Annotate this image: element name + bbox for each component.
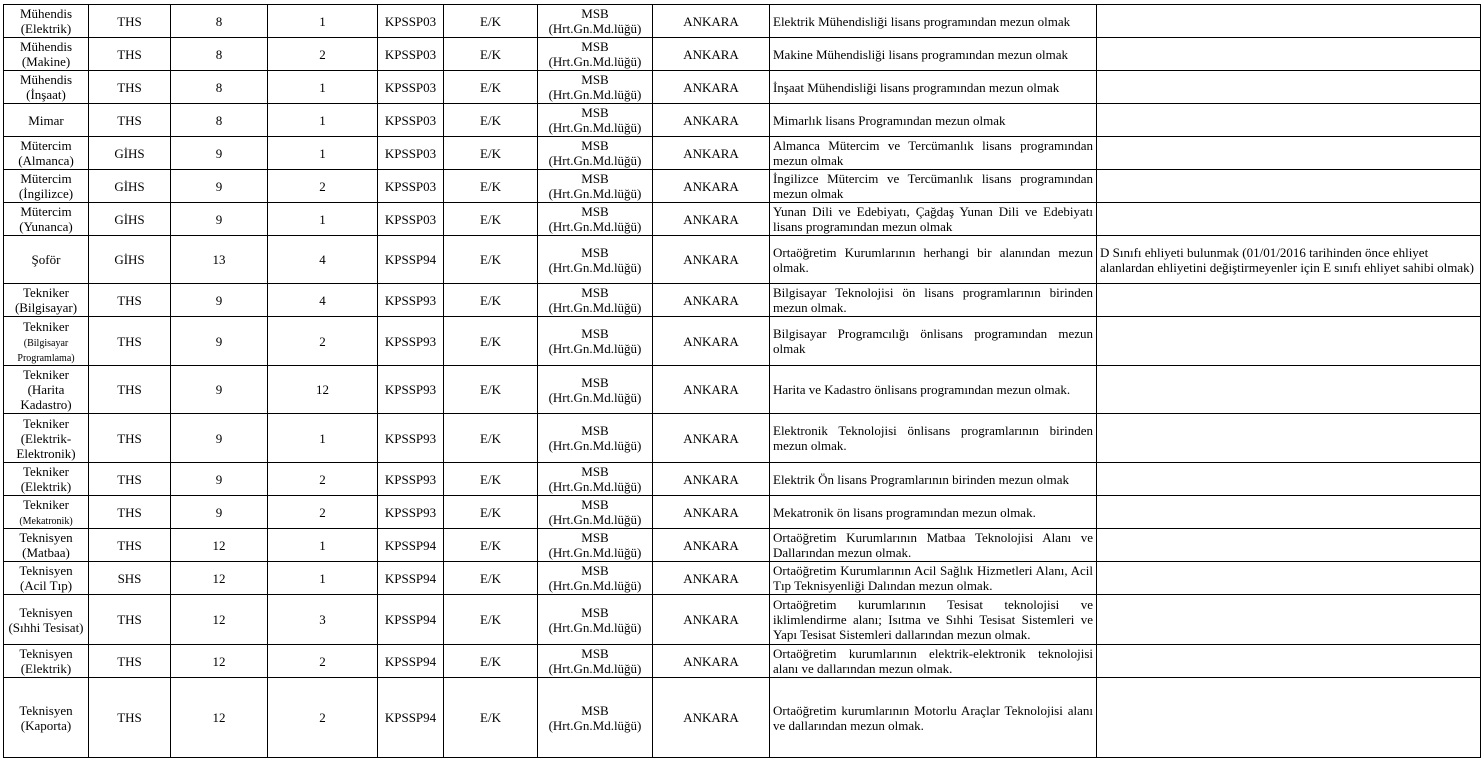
- position-title: Tekniker: [22, 367, 69, 382]
- table-row: [4, 284, 1481, 317]
- organization-cell: [538, 463, 653, 496]
- count-cell: 1: [268, 203, 378, 236]
- position-title: Mühendis: [20, 72, 72, 87]
- note-cell: [1097, 284, 1481, 317]
- service-class-cell: THS: [89, 529, 171, 562]
- organization-sub: (Hrt.Gn.Md.lüğü): [548, 619, 642, 635]
- gender-cell: E/K: [444, 562, 538, 595]
- grade-cell: 9: [171, 366, 268, 414]
- position-title: Mühendis: [20, 39, 72, 54]
- table-row: [4, 529, 1481, 562]
- organization-cell: [538, 203, 653, 236]
- service-class-cell: THS: [89, 317, 171, 366]
- note-cell: [1097, 645, 1481, 678]
- organization-sub: (Hrt.Gn.Md.lüğü): [548, 219, 642, 234]
- service-class-cell: THS: [89, 678, 171, 758]
- note-cell: [1097, 317, 1481, 366]
- requirement-cell: Ortaöğretim kurumlarının Tesisat teknolojisi ve iklimlendirme alanı; Isıtma ve Sıhhi Tesisat Sistemleri ve Yapı Tesisat Sistemleri dallarından mezun olmak.: [770, 595, 1097, 645]
- exam-type-cell: KPSSP93: [378, 463, 444, 496]
- city-cell: ANKARA: [653, 317, 770, 366]
- position-title-cell: [4, 496, 89, 529]
- organization-cell: [538, 71, 653, 104]
- city-cell: ANKARA: [653, 137, 770, 170]
- table-row: [4, 170, 1481, 203]
- organization-cell: [538, 5, 653, 38]
- gender-cell: E/K: [444, 104, 538, 137]
- position-title: Tekniker: [22, 497, 69, 512]
- position-title-cell: [4, 203, 89, 236]
- service-class-cell: GİHS: [89, 137, 171, 170]
- organization-name: MSB: [581, 285, 609, 300]
- city-cell: ANKARA: [653, 414, 770, 463]
- table-row: [4, 236, 1481, 284]
- note-cell: [1097, 595, 1481, 645]
- requirement-cell: Ortaöğretim Kurumlarının Matbaa Teknolojisi Alanı ve Dallarından mezun olmak.: [770, 529, 1097, 562]
- count-cell: 2: [268, 678, 378, 758]
- requirement-cell: Makine Mühendisliği lisans programından mezun olmak: [770, 38, 1097, 71]
- exam-type-cell: KPSSP93: [378, 366, 444, 414]
- city-cell: ANKARA: [653, 236, 770, 284]
- grade-cell: 9: [171, 170, 268, 203]
- requirement-cell: İngilizce Mütercim ve Tercümanlık lisans programından mezun olmak: [770, 170, 1097, 203]
- count-cell: 2: [268, 463, 378, 496]
- organization-name: MSB: [581, 530, 609, 545]
- city-cell: ANKARA: [653, 496, 770, 529]
- table-row: [4, 645, 1481, 678]
- organization-name: MSB: [581, 171, 609, 186]
- position-subtitle: (Elektrik): [20, 661, 72, 676]
- requirement-cell: Bilgisayar Programcılığı önlisans programından mezun olmak: [770, 317, 1097, 366]
- position-title-cell: [4, 529, 89, 562]
- position-title-cell: [4, 366, 89, 414]
- table-row: [4, 71, 1481, 104]
- count-cell: 1: [268, 137, 378, 170]
- organization-name: MSB: [581, 244, 609, 260]
- organization-name: MSB: [581, 39, 609, 54]
- position-title-cell: [4, 595, 89, 645]
- table-row: [4, 595, 1481, 645]
- organization-sub: (Hrt.Gn.Md.lüğü): [548, 21, 642, 36]
- count-cell: 1: [268, 414, 378, 463]
- count-cell: 1: [268, 529, 378, 562]
- city-cell: ANKARA: [653, 562, 770, 595]
- service-class-cell: THS: [89, 366, 171, 414]
- organization-sub: (Hrt.Gn.Md.lüğü): [548, 438, 642, 453]
- note-cell: [1097, 463, 1481, 496]
- table-row: [4, 366, 1481, 414]
- position-title: Teknisyen: [19, 702, 73, 718]
- requirement-cell: Harita ve Kadastro önlisans programından mezun olmak.: [770, 366, 1097, 414]
- service-class-cell: THS: [89, 38, 171, 71]
- position-title: Mütercim: [20, 171, 72, 186]
- organization-sub: (Hrt.Gn.Md.lüğü): [548, 259, 642, 275]
- organization-cell: [538, 529, 653, 562]
- service-class-cell: THS: [89, 5, 171, 38]
- service-class-cell: SHS: [89, 562, 171, 595]
- count-cell: 1: [268, 71, 378, 104]
- requirement-cell: Mimarlık lisans Programından mezun olmak: [770, 104, 1097, 137]
- grade-cell: 9: [171, 496, 268, 529]
- table-row: [4, 463, 1481, 496]
- requirement-cell: Almanca Mütercim ve Tercümanlık lisans programından mezun olmak: [770, 137, 1097, 170]
- position-title-cell: [4, 645, 89, 678]
- service-class-cell: THS: [89, 71, 171, 104]
- gender-cell: E/K: [444, 71, 538, 104]
- grade-cell: 8: [171, 104, 268, 137]
- position-subtitle: (Kaporta): [20, 717, 72, 733]
- table-row: [4, 203, 1481, 236]
- organization-sub: (Hrt.Gn.Md.lüğü): [548, 479, 642, 494]
- requirement-cell: Yunan Dili ve Edebiyatı, Çağdaş Yunan Dili ve Edebiyatı lisans programından mezun olmak: [770, 203, 1097, 236]
- organization-sub: (Hrt.Gn.Md.lüğü): [548, 717, 642, 733]
- position-title-cell: [4, 317, 89, 366]
- position-subtitle: (Acil Tıp): [19, 578, 73, 593]
- grade-cell: 8: [171, 71, 268, 104]
- exam-type-cell: KPSSP94: [378, 645, 444, 678]
- position-title: Tekniker: [22, 285, 69, 300]
- organization-sub: (Hrt.Gn.Md.lüğü): [548, 578, 642, 593]
- organization-sub: (Hrt.Gn.Md.lüğü): [548, 545, 642, 560]
- position-title: Teknisyen: [19, 563, 73, 578]
- position-title: Tekniker: [22, 464, 69, 479]
- table-row: [4, 562, 1481, 595]
- requirement-cell: Ortaöğretim Kurumlarının herhangi bir alanından mezun olmak.: [770, 236, 1097, 284]
- service-class-cell: THS: [89, 463, 171, 496]
- grade-cell: 12: [171, 529, 268, 562]
- exam-type-cell: KPSSP03: [378, 5, 444, 38]
- table-row: [4, 678, 1481, 758]
- position-subtitle: (Sıhhi Tesisat): [8, 619, 84, 635]
- organization-sub: (Hrt.Gn.Md.lüğü): [548, 54, 642, 69]
- gender-cell: E/K: [444, 137, 538, 170]
- organization-name: MSB: [581, 6, 609, 21]
- city-cell: ANKARA: [653, 366, 770, 414]
- organization-name: MSB: [581, 105, 609, 120]
- organization-sub: (Hrt.Gn.Md.lüğü): [548, 341, 642, 356]
- position-title: Mühendis: [20, 6, 72, 21]
- organization-name: MSB: [581, 326, 609, 341]
- position-subtitle: (Elektrik-Elektronik): [16, 430, 76, 461]
- grade-cell: 8: [171, 38, 268, 71]
- count-cell: 1: [268, 562, 378, 595]
- note-cell: D Sınıfı ehliyeti bulunmak (01/01/2016 tarihinden önce ehliyet alanlardan ehliyetini değiştirmeyenler için E sınıfı ehliyet sahibi olmak): [1097, 236, 1481, 284]
- service-class-cell: THS: [89, 104, 171, 137]
- gender-cell: E/K: [444, 678, 538, 758]
- note-cell: [1097, 562, 1481, 595]
- city-cell: ANKARA: [653, 170, 770, 203]
- exam-type-cell: KPSSP03: [378, 137, 444, 170]
- position-title-cell: [4, 170, 89, 203]
- grade-cell: 9: [171, 317, 268, 366]
- gender-cell: E/K: [444, 529, 538, 562]
- gender-cell: E/K: [444, 236, 538, 284]
- organization-cell: [538, 496, 653, 529]
- table-row: [4, 5, 1481, 38]
- organization-name: MSB: [581, 646, 609, 661]
- position-subtitle: (Elektrik): [20, 21, 72, 36]
- position-title-cell: [4, 236, 89, 284]
- position-subtitle: (Mekatronik): [19, 516, 73, 527]
- position-subtitle: (Almanca): [18, 153, 74, 168]
- position-subtitle: (Elektrik): [20, 479, 72, 494]
- exam-type-cell: KPSSP03: [378, 104, 444, 137]
- grade-cell: 12: [171, 645, 268, 678]
- note-cell: [1097, 366, 1481, 414]
- exam-type-cell: KPSSP94: [378, 678, 444, 758]
- requirement-cell: Elektrik Ön lisans Programlarının birinden mezun olmak: [770, 463, 1097, 496]
- exam-type-cell: KPSSP93: [378, 284, 444, 317]
- note-cell: [1097, 414, 1481, 463]
- count-cell: 1: [268, 104, 378, 137]
- requirement-cell: İnşaat Mühendisliği lisans programından mezun olmak: [770, 71, 1097, 104]
- position-title: Mimar: [28, 112, 64, 128]
- position-title: Şoför: [31, 252, 61, 267]
- position-title: Mütercim: [20, 138, 72, 153]
- organization-cell: [538, 170, 653, 203]
- city-cell: ANKARA: [653, 678, 770, 758]
- organization-sub: (Hrt.Gn.Md.lüğü): [548, 186, 642, 201]
- organization-name: MSB: [581, 374, 609, 390]
- city-cell: ANKARA: [653, 595, 770, 645]
- service-class-cell: GİHS: [89, 170, 171, 203]
- service-class-cell: THS: [89, 496, 171, 529]
- requirement-cell: Bilgisayar Teknolojisi ön lisans programlarının birinden mezun olmak.: [770, 284, 1097, 317]
- city-cell: ANKARA: [653, 104, 770, 137]
- position-subtitle: (Bilgisayar Programlama): [17, 337, 75, 364]
- count-cell: 2: [268, 38, 378, 71]
- organization-cell: [538, 366, 653, 414]
- position-title: Tekniker: [22, 415, 69, 431]
- note-cell: [1097, 5, 1481, 38]
- requirement-cell: Elektronik Teknolojisi önlisans programlarının birinden mezun olmak.: [770, 414, 1097, 463]
- organization-name: MSB: [581, 497, 609, 512]
- city-cell: ANKARA: [653, 645, 770, 678]
- count-cell: 3: [268, 595, 378, 645]
- grade-cell: 13: [171, 236, 268, 284]
- note-cell: [1097, 678, 1481, 758]
- note-cell: [1097, 170, 1481, 203]
- position-subtitle: (Bilgisayar): [14, 300, 78, 315]
- gender-cell: E/K: [444, 284, 538, 317]
- exam-type-cell: KPSSP94: [378, 236, 444, 284]
- count-cell: 2: [268, 645, 378, 678]
- city-cell: ANKARA: [653, 71, 770, 104]
- organization-cell: [538, 562, 653, 595]
- exam-type-cell: KPSSP03: [378, 203, 444, 236]
- position-subtitle: (Makine): [21, 54, 71, 69]
- position-subtitle: (İnşaat): [26, 87, 66, 102]
- note-cell: [1097, 38, 1481, 71]
- organization-cell: [538, 317, 653, 366]
- position-subtitle: (Yunanca): [19, 219, 73, 234]
- position-title-cell: [4, 284, 89, 317]
- service-class-cell: THS: [89, 414, 171, 463]
- gender-cell: E/K: [444, 496, 538, 529]
- organization-cell: [538, 104, 653, 137]
- organization-sub: (Hrt.Gn.Md.lüğü): [548, 87, 642, 102]
- requirement-cell: Ortaöğretim Kurumlarının Acil Sağlık Hizmetleri Alanı, Acil Tıp Teknisyenliği Dalından mezun olmak.: [770, 562, 1097, 595]
- positions-table: [3, 4, 1481, 758]
- organization-sub: (Hrt.Gn.Md.lüğü): [548, 389, 642, 405]
- exam-type-cell: KPSSP93: [378, 317, 444, 366]
- count-cell: 2: [268, 170, 378, 203]
- organization-name: MSB: [581, 702, 609, 718]
- grade-cell: 12: [171, 678, 268, 758]
- service-class-cell: GİHS: [89, 236, 171, 284]
- organization-sub: (Hrt.Gn.Md.lüğü): [548, 512, 642, 527]
- count-cell: 4: [268, 236, 378, 284]
- organization-name: MSB: [581, 138, 609, 153]
- position-title: Mütercim: [20, 204, 72, 219]
- grade-cell: 9: [171, 284, 268, 317]
- grade-cell: 9: [171, 463, 268, 496]
- note-cell: [1097, 71, 1481, 104]
- organization-name: MSB: [581, 604, 609, 620]
- position-title-cell: [4, 5, 89, 38]
- note-cell: [1097, 203, 1481, 236]
- grade-cell: 12: [171, 595, 268, 645]
- grade-cell: 12: [171, 562, 268, 595]
- organization-name: MSB: [581, 563, 609, 578]
- organization-sub: (Hrt.Gn.Md.lüğü): [548, 661, 642, 676]
- organization-name: MSB: [581, 204, 609, 219]
- gender-cell: E/K: [444, 38, 538, 71]
- city-cell: ANKARA: [653, 463, 770, 496]
- note-cell: [1097, 137, 1481, 170]
- position-title-cell: [4, 678, 89, 758]
- requirement-cell: Ortaöğretim kurumlarının elektrik-elektronik teknolojisi alanı ve dallarından mezun olmak.: [770, 645, 1097, 678]
- service-class-cell: GİHS: [89, 203, 171, 236]
- gender-cell: E/K: [444, 317, 538, 366]
- note-cell: [1097, 529, 1481, 562]
- organization-name: MSB: [581, 464, 609, 479]
- exam-type-cell: KPSSP93: [378, 414, 444, 463]
- position-title: Teknisyen: [19, 530, 73, 545]
- organization-cell: [538, 137, 653, 170]
- organization-sub: (Hrt.Gn.Md.lüğü): [548, 120, 642, 135]
- city-cell: ANKARA: [653, 38, 770, 71]
- organization-cell: [538, 678, 653, 758]
- exam-type-cell: KPSSP94: [378, 529, 444, 562]
- position-title-cell: [4, 137, 89, 170]
- table-row: [4, 137, 1481, 170]
- organization-name: MSB: [581, 423, 609, 438]
- organization-cell: [538, 414, 653, 463]
- gender-cell: E/K: [444, 5, 538, 38]
- table-row: [4, 496, 1481, 529]
- position-title-cell: [4, 71, 89, 104]
- organization-cell: [538, 284, 653, 317]
- grade-cell: 9: [171, 137, 268, 170]
- organization-sub: (Hrt.Gn.Md.lüğü): [548, 300, 642, 315]
- exam-type-cell: KPSSP93: [378, 496, 444, 529]
- gender-cell: E/K: [444, 463, 538, 496]
- table-row: [4, 414, 1481, 463]
- exam-type-cell: KPSSP94: [378, 595, 444, 645]
- positions-table-body: [4, 5, 1481, 758]
- exam-type-cell: KPSSP03: [378, 170, 444, 203]
- position-subtitle: (Harita Kadastro): [20, 382, 72, 412]
- position-title-cell: [4, 414, 89, 463]
- note-cell: [1097, 104, 1481, 137]
- position-title-cell: [4, 463, 89, 496]
- organization-sub: (Hrt.Gn.Md.lüğü): [548, 153, 642, 168]
- gender-cell: E/K: [444, 170, 538, 203]
- service-class-cell: THS: [89, 284, 171, 317]
- service-class-cell: THS: [89, 645, 171, 678]
- organization-cell: [538, 595, 653, 645]
- exam-type-cell: KPSSP03: [378, 71, 444, 104]
- organization-name: MSB: [581, 72, 609, 87]
- grade-cell: 9: [171, 414, 268, 463]
- table-row: [4, 38, 1481, 71]
- exam-type-cell: KPSSP94: [378, 562, 444, 595]
- grade-cell: 9: [171, 203, 268, 236]
- gender-cell: E/K: [444, 203, 538, 236]
- organization-cell: [538, 236, 653, 284]
- position-title-cell: [4, 38, 89, 71]
- count-cell: 1: [268, 5, 378, 38]
- gender-cell: E/K: [444, 645, 538, 678]
- requirement-cell: Ortaöğretim kurumlarının Motorlu Araçlar Teknolojisi alanı ve dallarından mezun olmak.: [770, 678, 1097, 758]
- position-subtitle: (İngilizce): [18, 186, 74, 201]
- position-title-cell: [4, 104, 89, 137]
- position-title-cell: [4, 562, 89, 595]
- gender-cell: E/K: [444, 595, 538, 645]
- exam-type-cell: KPSSP03: [378, 38, 444, 71]
- gender-cell: E/K: [444, 414, 538, 463]
- position-title: Tekniker: [22, 318, 69, 334]
- organization-cell: [538, 38, 653, 71]
- position-subtitle: (Matbaa): [22, 545, 70, 560]
- requirement-cell: Mekatronik ön lisans programından mezun olmak.: [770, 496, 1097, 529]
- service-class-cell: THS: [89, 595, 171, 645]
- count-cell: 12: [268, 366, 378, 414]
- count-cell: 2: [268, 317, 378, 366]
- position-title: Teknisyen: [19, 604, 73, 620]
- organization-cell: [538, 645, 653, 678]
- note-cell: [1097, 496, 1481, 529]
- requirement-cell: Elektrik Mühendisliği lisans programından mezun olmak: [770, 5, 1097, 38]
- city-cell: ANKARA: [653, 203, 770, 236]
- table-row: [4, 317, 1481, 366]
- position-title: Teknisyen: [19, 646, 73, 661]
- grade-cell: 8: [171, 5, 268, 38]
- city-cell: ANKARA: [653, 284, 770, 317]
- gender-cell: E/K: [444, 366, 538, 414]
- city-cell: ANKARA: [653, 5, 770, 38]
- table-row: [4, 104, 1481, 137]
- city-cell: ANKARA: [653, 529, 770, 562]
- count-cell: 4: [268, 284, 378, 317]
- count-cell: 2: [268, 496, 378, 529]
